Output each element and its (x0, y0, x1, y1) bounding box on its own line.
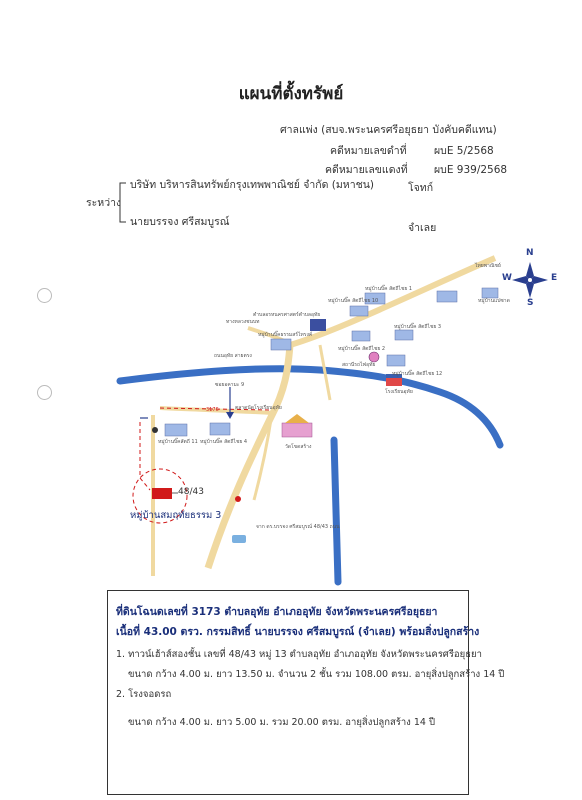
map-label: หมู่บ้านบิ๊ค สัตถีไชย 1 (365, 286, 413, 292)
temple-icon (282, 423, 312, 437)
case-black-label: คดีหมายเลขดำที่ (330, 145, 407, 157)
case-red-label: คดีหมายเลขแดงที่ (325, 164, 408, 176)
map-label: วัดโขดสร้าง (285, 444, 312, 450)
map-label: ไทยพาณิชย์ (475, 263, 501, 269)
between-label: ระหว่าง (86, 197, 122, 209)
map-label: หมู่บ้านบิ๊คสัตถี 11 (158, 439, 198, 445)
plaintiff-name: บริษัท บริหารสินทรัพย์กรุงเทพพาณิชย์ จำกัด (มหาชน) (130, 179, 374, 191)
map-label: ถนนอุทัย สายตรง (214, 353, 252, 359)
pin-icon (152, 427, 158, 433)
map-label: หมู่บ้านบิ๊ค สัตถีไชย 4 (200, 439, 248, 445)
car-icon (232, 535, 246, 543)
target-plot (152, 488, 172, 499)
map-label: โรงเรียนอุทัย (385, 389, 413, 395)
map-label: จาก ดร.บรรจง ศรีสมบูรณ์ 48/43 ถนน (256, 524, 340, 530)
map-label: หมู่บ้านบิ๊ค สัตถีไชย 12 (392, 371, 443, 377)
compass-n: N (526, 248, 534, 258)
defendant-name: นายบรรจง ศรีสมบูรณ์ (130, 216, 230, 228)
item-2-detail: ขนาด กว้าง 4.00 ม. ยาว 5.00 ม. รวม 20.00 ตรม. อายุสิ่งปลูกสร้าง 14 ปี (128, 717, 435, 728)
river (334, 440, 338, 582)
item-1: 1. ทาวน์เฮ้าส์สองชั้น เลขที่ 48/43 หมู่ 13 ตำบลอุทัย อำเภออุทัย จังหวัดพระนครศรีอยุธยา (116, 649, 482, 660)
main-road (208, 345, 290, 568)
compass-s: S (527, 298, 534, 308)
case-red-value: ผบE 939/2568 (434, 164, 508, 176)
compass-e: E (551, 273, 558, 283)
item-2: 2. โรงจอดรถ (116, 689, 172, 700)
item-1-detail: ขนาด กว้าง 4.00 ม. ยาว 13.50 ม. จำนวน 2 ชั้น รวม 108.00 ตรม. อายุสิ่งปลูกสร้าง 14 ปี (128, 669, 505, 680)
property-info-box (107, 590, 505, 795)
building-icon (165, 288, 498, 436)
compass-rose (512, 262, 548, 298)
map-label: หมู่บ้านบิ๊ค สัตถีไชย 10 (328, 298, 379, 304)
map-label: หมู่บ้านบิ๊ค สัตถีไชย 3 (394, 324, 442, 330)
defendant-role: จำเลย (408, 222, 437, 234)
map-label: หมู่บ้านบิ๊ค สัตถีไชย 2 (338, 346, 386, 352)
map-label: ตลาดนัดโรงเรียนอุทัย (235, 405, 282, 411)
map-label: ทางหลวงชนบท (226, 319, 260, 325)
main-road (290, 258, 495, 345)
pin-icon (235, 496, 241, 502)
map-label: 3176 (206, 407, 219, 413)
court-name: ศาลแพ่ง (สบจ.พระนครศรีอยุธยา บังคับคดีแทน) (280, 124, 497, 136)
lot-number-label: 48/43 (178, 487, 204, 497)
page-title: แผนที่ตั้งทรัพย์ (238, 84, 344, 104)
map-label: หมู่บ้านบิ๊คธรรมสร์ไทรงค์ (258, 332, 313, 338)
deed-line: ที่ดินโฉนดเลขที่ 3173 ตำบลอุทัย อำเภออุทัย จังหวัดพระนครศรีอยุธยา (116, 606, 438, 618)
plaintiff-role: โจทก์ (408, 182, 434, 194)
compass-w: W (502, 273, 512, 283)
area-line: เนื้อที่ 43.00 ตรว. กรรมสิทธิ์ นายบรรจง ศรีสมบูรณ์ (จำเลย) พร้อมสิ่งปลูกสร้าง (116, 626, 480, 638)
map-label: สถานีรถไฟอุทัย (342, 362, 376, 368)
village-main-label: หมู่บ้านสมฤทัยธรรม 3 (130, 510, 222, 521)
police-icon (310, 319, 326, 331)
case-black-value: ผบE 5/2568 (434, 145, 494, 157)
map-label: หมู่บ้านแปซาด (478, 298, 510, 304)
route-line (140, 422, 150, 490)
map-label: ซอยอคามะ 9 (215, 382, 245, 388)
map-label: ตำบลอรหนครศาสตร์ตำบลอุทัย (253, 312, 321, 318)
